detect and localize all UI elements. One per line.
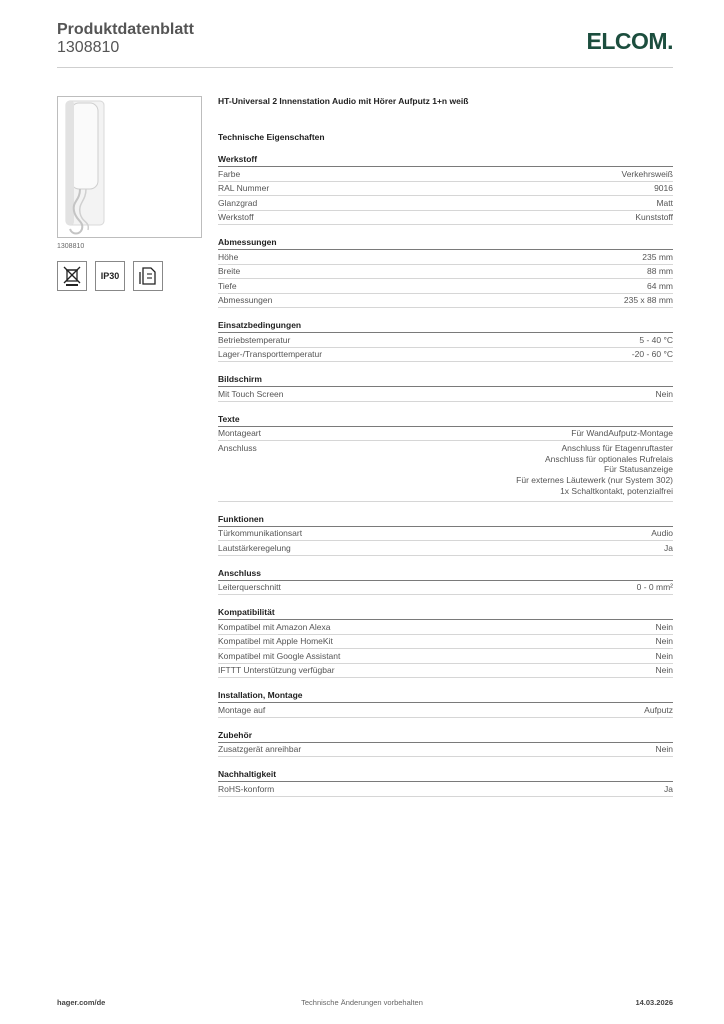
- spec-value: [632, 349, 673, 359]
- spec-value-line: Anschluss für optionales Rufrelais: [544, 453, 673, 464]
- spec-value: [656, 665, 673, 675]
- spec-value-line: Ja: [664, 542, 673, 553]
- spec-value: [644, 705, 673, 715]
- spec-section: [218, 320, 673, 362]
- footer-date: 14.03.2026: [635, 998, 673, 1007]
- spec-label: Betriebstemperatur: [218, 334, 291, 345]
- spec-value-line: Für WandAufputz-Montage: [571, 428, 673, 439]
- spec-value-line: 9016: [654, 183, 673, 194]
- spec-value: [635, 212, 673, 222]
- spec-row: [218, 333, 673, 348]
- spec-value-line: 235 mm: [642, 251, 673, 262]
- section-title: Werkstoff: [218, 154, 673, 167]
- technical-properties-heading: Technische Eigenschaften: [218, 132, 325, 142]
- spec-row: [218, 265, 673, 280]
- spec-label: Zusatzgerät anreihbar: [218, 744, 302, 755]
- spec-value: [516, 443, 673, 497]
- spec-row: [218, 387, 673, 402]
- section-title: Anschluss: [218, 568, 673, 581]
- spec-label: Mit Touch Screen: [218, 388, 284, 399]
- spec-row: [218, 703, 673, 718]
- spec-label: Lautstärkeregelung: [218, 542, 291, 553]
- spec-label: RAL Nummer: [218, 183, 270, 194]
- spec-section: [218, 237, 673, 308]
- spec-value-line: Matt: [656, 197, 673, 208]
- spec-value: [656, 198, 673, 208]
- elcom-logo: ELCOM.: [586, 28, 673, 54]
- spec-row: [218, 196, 673, 211]
- spec-section: [218, 607, 673, 678]
- section-title: Abmessungen: [218, 237, 673, 250]
- section-title: Zubehör: [218, 730, 673, 743]
- wall-mount-icon: [133, 261, 163, 291]
- spec-label: Kompatibel mit Google Assistant: [218, 650, 341, 661]
- spec-label: Werkstoff: [218, 212, 254, 223]
- section-title: Nachhaltigkeit: [218, 769, 673, 782]
- spec-label: Montage auf: [218, 704, 266, 715]
- spec-row: [218, 211, 673, 226]
- spec-value: [647, 281, 673, 291]
- spec-row: [218, 250, 673, 265]
- spec-value-line: Nein: [655, 636, 673, 647]
- spec-label: Montageart: [218, 428, 261, 439]
- spec-value-line: -20 - 60 °C: [631, 349, 673, 360]
- image-caption: 1308810: [57, 243, 85, 250]
- spec-row: [218, 167, 673, 182]
- spec-value-line: Kunststoff: [635, 212, 673, 223]
- spec-value: [642, 252, 673, 262]
- spec-label: Breite: [218, 266, 241, 277]
- specification-column: [218, 96, 673, 797]
- ip-rating-icon: [95, 261, 125, 291]
- intercom-handset-picture: [58, 97, 201, 237]
- article-number: 1308810: [57, 39, 120, 56]
- page-title: Produktdatenblatt: [57, 21, 194, 38]
- spec-label: IFTTT Unterstützung verfügbar: [218, 665, 335, 676]
- spec-label: Lager-/Transporttemperatur: [218, 349, 323, 360]
- product-title: HT-Universal 2 Innenstation Audio mit Hörer Aufputz 1+n weiß: [218, 96, 469, 106]
- section-title: Installation, Montage: [218, 690, 673, 703]
- section-title: Einsatzbedingungen: [218, 320, 673, 333]
- spec-section: [218, 154, 673, 225]
- spec-row: [218, 348, 673, 363]
- spec-value-line: Nein: [655, 665, 673, 676]
- spec-value-line: 64 mm: [647, 280, 673, 291]
- spec-value: [664, 543, 673, 553]
- spec-row: [218, 581, 673, 596]
- spec-value: [656, 622, 673, 632]
- spec-label: Kompatibel mit Apple HomeKit: [218, 636, 333, 647]
- spec-section: [218, 374, 673, 402]
- spec-value: [656, 389, 673, 399]
- spec-section: [218, 690, 673, 718]
- spec-row: [218, 664, 673, 679]
- section-title: Texte: [218, 414, 673, 427]
- spec-value: [647, 266, 673, 276]
- spec-value: [656, 744, 673, 754]
- spec-value: [639, 335, 673, 345]
- spec-label: RoHS-konform: [218, 783, 275, 794]
- spec-label: Anschluss: [218, 443, 257, 453]
- spec-row: [218, 527, 673, 542]
- spec-row: [218, 441, 673, 502]
- spec-value-line: Ja: [664, 783, 673, 794]
- spec-sections: [218, 154, 673, 797]
- spec-value-line: 235 x 88 mm: [623, 295, 673, 306]
- weee-bin-icon: [57, 261, 87, 291]
- footer-disclaimer: Technische Änderungen vorbehalten: [301, 998, 423, 1007]
- spec-value-line: Für Statusanzeige: [604, 464, 673, 475]
- spec-row: [218, 620, 673, 635]
- spec-label: Höhe: [218, 251, 239, 262]
- section-title: Bildschirm: [218, 374, 673, 387]
- spec-value-line: Nein: [655, 650, 673, 661]
- spec-value-line: 0 - 0 mm²: [636, 582, 673, 593]
- spec-value: [654, 183, 673, 193]
- spec-value-line: Aufputz: [644, 704, 673, 715]
- spec-value: [656, 636, 673, 646]
- spec-value-line: Nein: [655, 744, 673, 755]
- spec-value: [651, 528, 673, 538]
- spec-row: [218, 294, 673, 309]
- spec-value-line: Anschluss für Etagenruftaster: [561, 443, 673, 453]
- spec-label: Tiefe: [218, 280, 237, 291]
- spec-value-line: Verkehrsweiß: [621, 168, 673, 179]
- spec-label: Abmessungen: [218, 295, 273, 306]
- spec-label: Kompatibel mit Amazon Alexa: [218, 621, 331, 632]
- spec-row: [218, 427, 673, 442]
- product-image: [57, 96, 202, 238]
- spec-label: Türkommunikationsart: [218, 528, 303, 539]
- spec-row: [218, 743, 673, 758]
- spec-value-line: Nein: [655, 621, 673, 632]
- spec-section: [218, 514, 673, 556]
- spec-value: [637, 582, 673, 592]
- spec-value: [622, 169, 674, 179]
- spec-value: [656, 651, 673, 661]
- footer-website: hager.com/de: [57, 998, 106, 1007]
- spec-section: [218, 769, 673, 797]
- spec-section: [218, 568, 673, 596]
- spec-value-line: Audio: [651, 528, 673, 539]
- header-divider: [57, 67, 673, 68]
- spec-value: [571, 428, 673, 438]
- spec-value: [624, 295, 673, 305]
- ip-rating-label: IP30: [100, 271, 120, 281]
- spec-row: [218, 635, 673, 650]
- spec-label: Leiterquerschnitt: [218, 582, 281, 593]
- spec-value: [664, 784, 673, 794]
- spec-row: [218, 279, 673, 294]
- section-title: Funktionen: [218, 514, 673, 527]
- spec-label: Glanzgrad: [218, 197, 258, 208]
- spec-label: Farbe: [218, 168, 241, 179]
- spec-row: [218, 541, 673, 556]
- section-title: Kompatibilität: [218, 607, 673, 620]
- spec-value-line: 88 mm: [647, 266, 673, 277]
- spec-row: [218, 182, 673, 197]
- spec-section: [218, 730, 673, 758]
- spec-value-line: Nein: [655, 388, 673, 399]
- spec-value-line: 1x Schaltkontakt, potenzialfrei: [560, 485, 673, 496]
- spec-row: [218, 649, 673, 664]
- spec-section: [218, 414, 673, 502]
- spec-value-line: Für externes Läutewerk (nur System 302): [516, 475, 673, 486]
- spec-value-line: 5 - 40 °C: [639, 334, 673, 345]
- spec-row: [218, 782, 673, 797]
